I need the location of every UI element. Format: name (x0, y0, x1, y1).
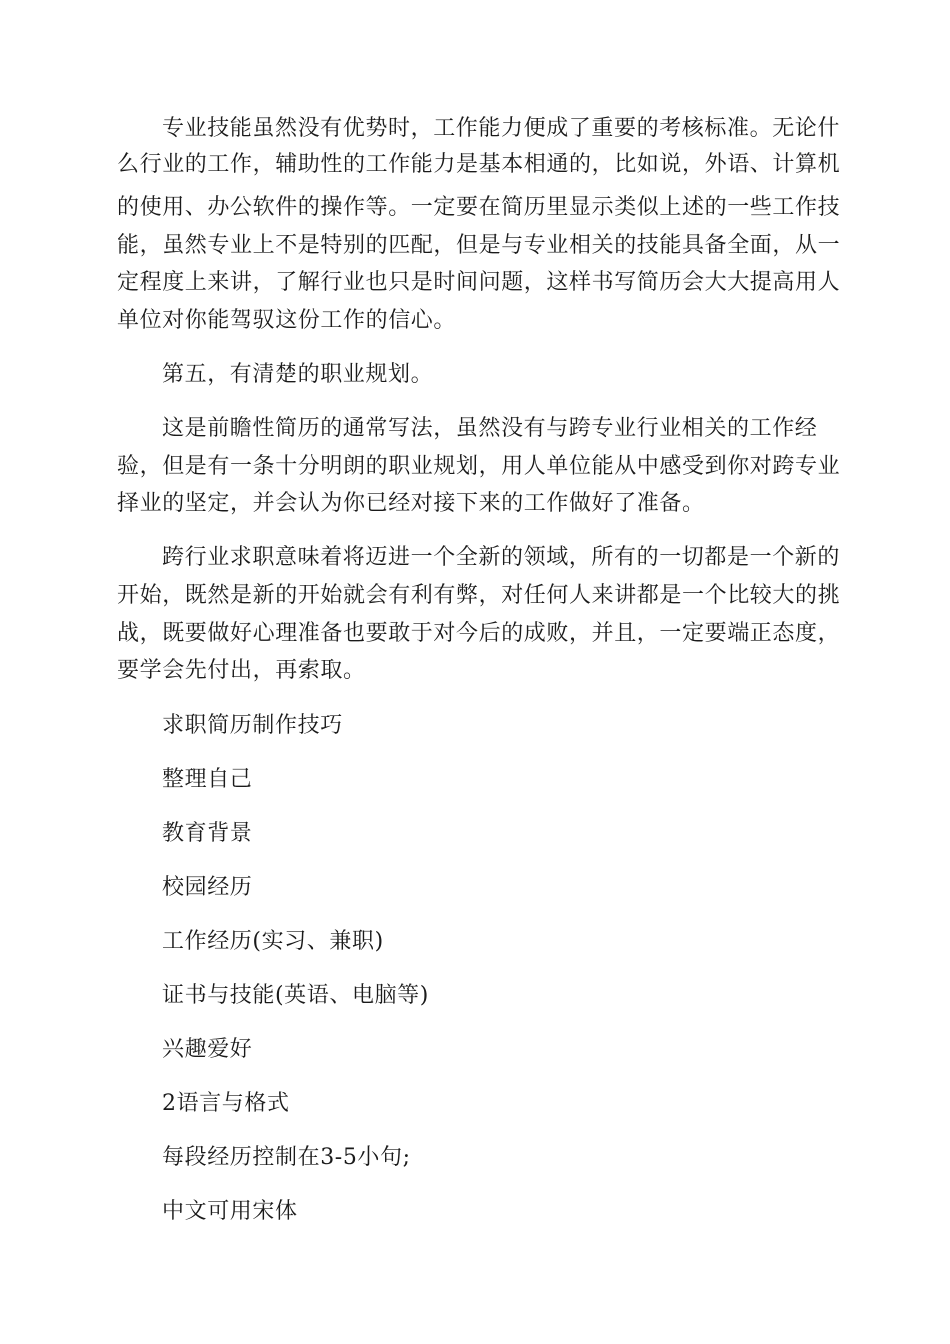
text-line: 跨行业求职意味着将迈进一个全新的领域，所有的一切都是一个新的 (162, 545, 841, 570)
text-line: 专业技能虽然没有优势时，工作能力便成了重要的考核标准。无论什 (162, 116, 841, 141)
text-line: 验，但是有一条十分明朗的职业规划，用人单位能从中感受到你对跨专业 (117, 454, 841, 479)
text-line: 能，虽然专业上不是特别的匹配，但是与专业相关的技能具备全面，从一 (117, 233, 841, 258)
list-item: 工作经历(实习、兼职) (162, 929, 384, 954)
text-line: 么行业的工作，辅助性的工作能力是基本相通的，比如说，外语、计算机 (117, 152, 841, 177)
list-item: 兴趣爱好 (162, 1037, 253, 1062)
text-line: 开始，既然是新的开始就会有利有弊，对任何人来讲都是一个比较大的挑 (117, 583, 841, 608)
text-line: 择业的坚定，并会认为你已经对接下来的工作做好了准备。 (117, 491, 705, 516)
list-item: 求职简历制作技巧 (162, 713, 343, 738)
text-line: 要学会先付出，再索取。 (117, 658, 366, 683)
list-item: 2语言与格式 (162, 1091, 290, 1116)
text-line: 单位对你能驾驭这份工作的信心。 (117, 308, 457, 333)
text-line: 战，既要做好心理准备也要敢于对今后的成败，并且，一定要端正态度， (117, 621, 841, 646)
list-item: 整理自己 (162, 767, 253, 792)
list-item: 证书与技能(英语、电脑等) (162, 983, 429, 1008)
list-item: 教育背景 (162, 821, 253, 846)
list-item: 校园经历 (162, 875, 253, 900)
text-line: 的使用、办公软件的操作等。一定要在简历里显示类似上述的一些工作技 (117, 195, 841, 220)
list-item: 中文可用宋体 (162, 1199, 298, 1224)
text-line: 第五，有清楚的职业规划。 (162, 362, 434, 387)
text-line: 这是前瞻性简历的通常写法，虽然没有与跨专业行业相关的工作经 (162, 416, 818, 441)
text-line: 定程度上来讲，了解行业也只是时间问题，这样书写简历会大大提高用人 (117, 270, 841, 295)
list-item: 每段经历控制在3-5小句; (162, 1145, 411, 1170)
